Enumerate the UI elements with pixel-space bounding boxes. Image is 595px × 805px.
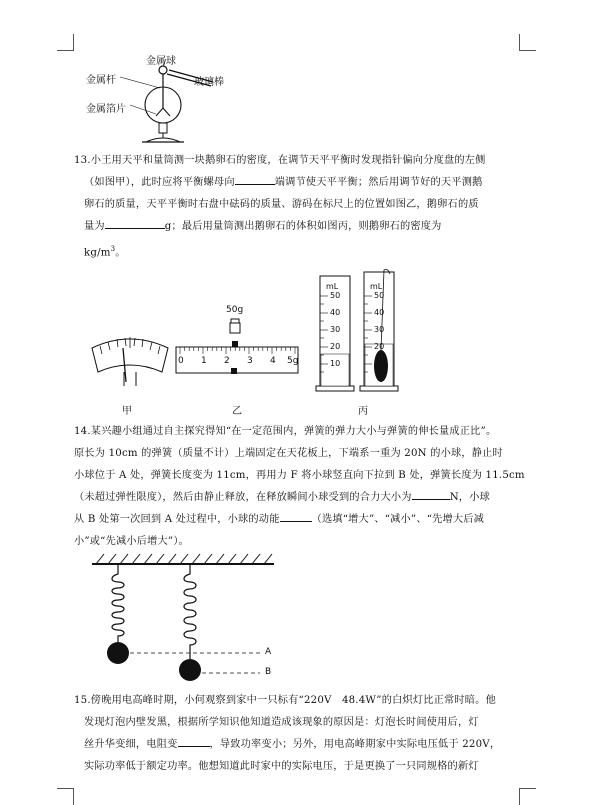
spring-drawing [90,552,280,684]
q13-line-5 [84,238,534,264]
fig-jia-caption: 甲 [122,406,132,417]
cyl2-scale-40: 40 [374,308,385,317]
cyl1-scale-40: 40 [330,308,341,317]
q14-line-6: 小”或“先减小后增大”）。 [74,536,189,547]
cyl2-scale-30: 30 [374,325,385,334]
dial-drawing [88,328,172,388]
weight-label: 50g [226,305,244,315]
cyl2-scale-10: 10 [374,359,385,368]
q14-line-4b: N，小球 [449,492,490,503]
cyl1-unit: mL [326,282,339,291]
cyl2-scale-20: 20 [374,342,385,351]
label-glass-rod: 玻璃棒 [194,77,224,88]
q13-line-1: 13.小王用天平和量筒测一块鹅卵石的密度，在调节天平平衡时发现指针偏向分度盘的左侧 [74,155,486,166]
cyl1-scale-50: 50 [330,291,341,300]
spring-figure [90,552,280,684]
q14-line-2: 原长为 10cm 的弹簧（质量不计）上端固定在天花板上，下端系一重为 20N 的小球，静止时 [74,448,503,459]
fig-jia-balance-dial [88,328,172,388]
cyl2-unit: mL [370,282,383,291]
q15-line-1: 15.傍晚用电高峰时期，小何观察到家中一只标有“220V 48.4W”的白炽灯比正常时暗。他 [74,695,496,706]
label-position-a: A [265,647,272,657]
ruler-tick-3: 3 [247,356,253,366]
cyl2-scale-50: 50 [374,291,385,300]
q14-line-4 [74,487,524,509]
label-position-b: B [265,667,272,677]
q13-line-2b: 端调节使天平平衡；然后用调节好的天平测鹅 [274,177,483,188]
q14-line-5a: 从 B 处第一次回到 A 处过程中，小球的动能 [74,514,280,525]
q14-line-3: 小球位于 A 处，弹簧长度变为 11cm，再用力 F 将小球竖直向下拉到 B 处，弹簧长度为 11.5cm [74,470,525,481]
q13-line-4 [84,216,534,238]
crop-mark-bottom-right [519,788,536,805]
ruler-tick-2: 2 [224,356,230,366]
q15-line-3a: 丝升华变细，电阻变 [84,739,178,750]
ruler-drawing [174,305,302,385]
q15-line-4: 实际功率低于额定功率。他想知道此时家中的实际电压，于是更换了一只同规格的新灯 [84,761,479,772]
q14-line-5 [74,509,524,531]
q13-line-4a: 量为 [84,221,105,232]
cyl1-scale-10: 10 [330,359,341,368]
cyl1-scale-30: 30 [330,325,341,334]
crop-mark-top-left [57,34,74,51]
q13-unit-sup: 3 [110,245,116,253]
q14-blank-force[interactable] [412,488,450,500]
q13-line-2a: （如图甲），此时应将平衡螺母向 [84,177,235,188]
q14-line-5b: （选填“增大”、“减小”、“先增大后减 [311,514,485,525]
fig-yi-ruler [174,305,302,385]
q15-blank-resistance[interactable] [178,735,210,747]
q13-unit: kg/m [84,247,111,259]
q15-line-3 [84,734,534,756]
q13-blank-direction[interactable] [235,173,275,185]
q15-line-3b: ，导致功率变小；另外，用电高峰期家中实际电压低于 220V， [209,739,501,750]
q14-blank-kinetic[interactable] [280,510,312,522]
ruler-tick-4: 4 [270,356,276,366]
ruler-tick-5: 5g [287,356,299,366]
q13-line-3: 卵石的质量，天平平衡时右盘中砝码的质量、游码在标尺上的位置如图乙，鹅卵石的质 [84,199,479,210]
label-metal-ball: 金属球 [146,56,176,67]
fig-bing-cylinders [314,268,410,394]
crop-mark-bottom-left [57,788,74,805]
fig-yi-caption: 乙 [232,406,242,417]
q13-end: 。 [115,247,126,259]
q13-blank-mass[interactable] [105,217,165,229]
ruler-tick-1: 1 [201,356,207,366]
label-metal-foil: 金属箔片 [86,104,126,115]
q13-line-4b: g；最后用量筒测出鹅卵石的体积如图丙，则鹅卵石的密度为 [164,221,442,232]
q15-line-2: 发现灯泡内壁发黑，根据所学知识他知道造成该现象的原因是：灯泡长时间使用后，灯 [84,717,479,728]
q14-line-1: 14.某兴趣小组通过自主探究得知“在一定范围内，弹簧的弹力大小与弹簧的伸长量成正比”。 [74,426,497,437]
q13-line-2 [84,172,534,194]
electroscope-figure [86,50,246,150]
crop-mark-top-right [519,34,536,51]
fig-bing-caption: 丙 [358,406,368,417]
q14-line-4a: （未超过弹性限度），然后由静止释放，在释放瞬间小球受到的合力大小为 [74,492,412,503]
cyl1-scale-20: 20 [330,342,341,351]
label-metal-rod: 金属杆 [86,75,116,86]
ruler-tick-0: 0 [178,356,184,366]
